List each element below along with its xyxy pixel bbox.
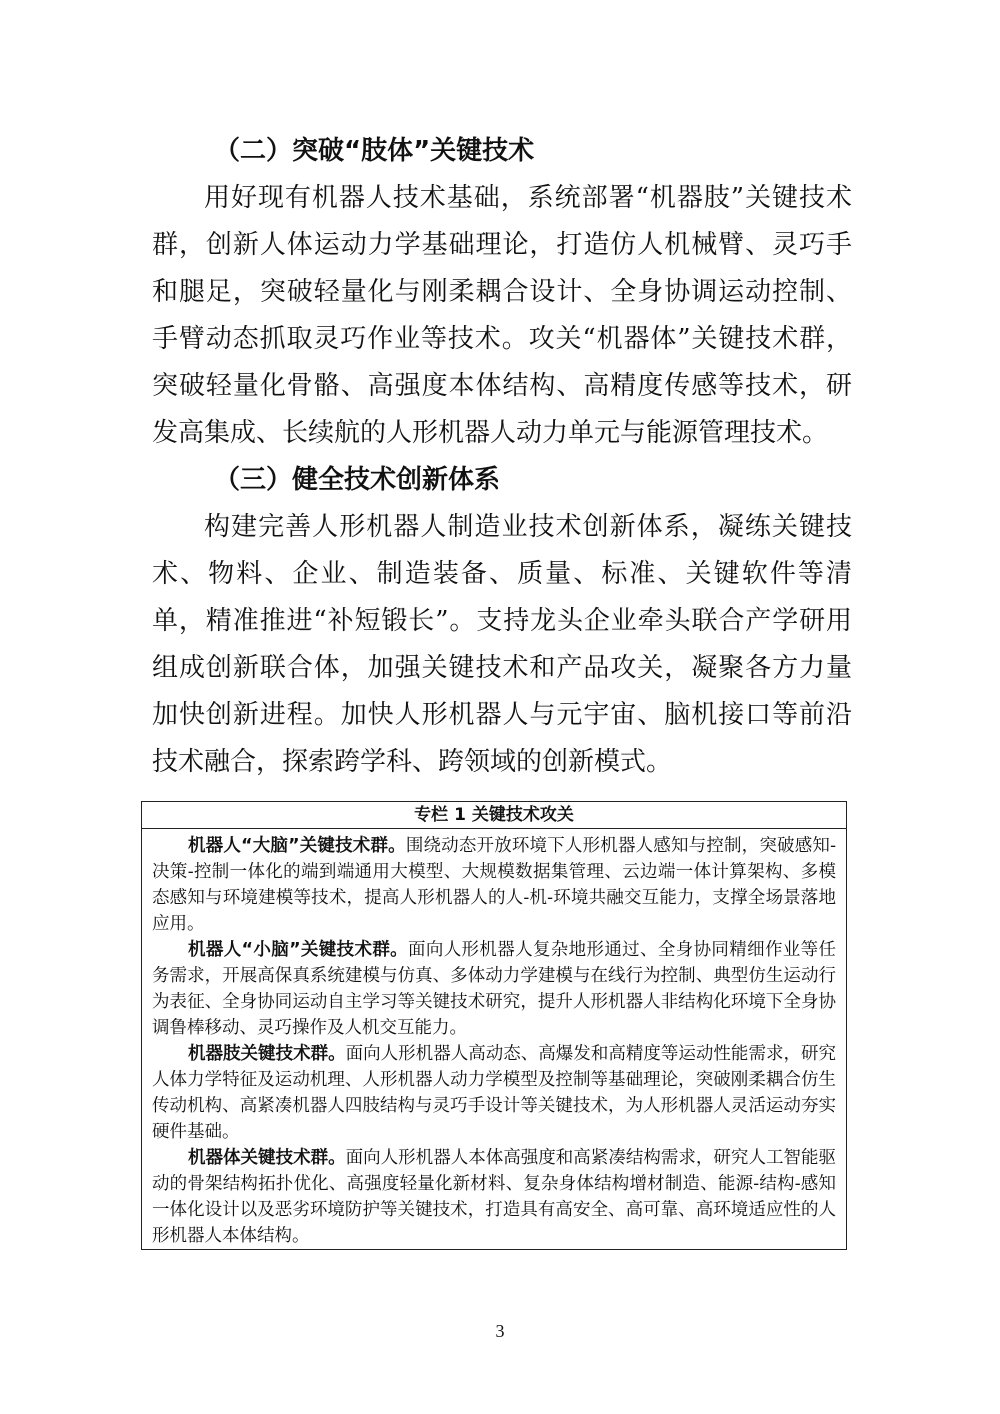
box-item-body bbox=[152, 1145, 836, 1249]
box-item-lead: 机器体关键技术群。 bbox=[188, 1148, 346, 1168]
box-item-text: 面向人形机器人本体高强度和高紧凑结构需求，研究人工智能驱动的骨架结构拓扑优化、高强度轻量化新材料、复杂身体结构增材制造、能源-结构-感知一体化设计以及恶劣环境防护等关键技术，打造具有高安全、高可靠、高环境适应性的人形机器人本体结构。 bbox=[152, 1148, 836, 1246]
box-item-brain bbox=[152, 833, 836, 937]
page-number: 3 bbox=[495, 1321, 505, 1341]
column-box-body bbox=[142, 829, 846, 1249]
section-heading-2: （二）突破“肢体”关键技术 bbox=[214, 136, 535, 166]
box-item-text: 围绕动态开放环境下人形机器人感知与控制，突破感知-决策-控制一体化的端到端通用大模型、大规模数据集管理、云边端一体计算架构、多模态感知与环境建模等技术，提高人形机器人的人-机-环境共融交互能力，支撑全场景落地应用。 bbox=[152, 836, 836, 934]
box-item-lead: 机器肢关键技术群。 bbox=[188, 1044, 346, 1064]
box-item-cerebellum bbox=[152, 937, 836, 1041]
box-item-text: 面向人形机器人复杂地形通过、全身协同精细作业等任务需求，开展高保真系统建模与仿真、多体动力学建模与在线行为控制、典型仿生运动行为表征、全身协同运动自主学习等关键技术研究，提升人形机器人非结构化环境下全身协调鲁棒移动、灵巧操作及人机交互能力。 bbox=[152, 940, 836, 1038]
column-box-title: 专栏 1 关键技术攻关 bbox=[142, 802, 846, 829]
column-box bbox=[141, 801, 847, 1250]
body-text bbox=[152, 128, 852, 786]
box-item-lead: 机器人“小脑”关键技术群。 bbox=[188, 940, 409, 960]
section-paragraph-2: 用好现有机器人技术基础，系统部署“机器肢”关键技术群，创新人体运动力学基础理论，打造仿人机械臂、灵巧手和腿足，突破轻量化与刚柔耦合设计、全身协调运动控制、手臂动态抓取灵巧作业等技术。攻关“机器体”关键技术群，突破轻量化骨骼、高强度本体结构、高精度传感等技术，研发高集成、长续航的人形机器人动力单元与能源管理技术。 bbox=[152, 183, 852, 448]
section-paragraph-3: 构建完善人形机器人制造业技术创新体系，凝练关键技术、物料、企业、制造装备、质量、标准、关键软件等清单，精准推进“补短锻长”。支持龙头企业牵头联合产学研用组成创新联合体，加强关键技术和产品攻关，凝聚各方力量加快创新进程。加快人形机器人与元宇宙、脑机接口等前沿技术融合，探索跨学科、跨领域的创新模式。 bbox=[152, 512, 852, 777]
box-item-text: 面向人形机器人高动态、高爆发和高精度等运动性能需求，研究人体力学特征及运动机理、人形机器人动力学模型及控制等基础理论，突破刚柔耦合仿生传动机构、高紧凑机器人四肢结构与灵巧手设计等关键技术，为人形机器人灵活运动夯实硬件基础。 bbox=[152, 1044, 836, 1142]
box-item-limbs bbox=[152, 1041, 836, 1145]
section-heading-3: （三）健全技术创新体系 bbox=[214, 465, 501, 495]
box-item-lead: 机器人“大脑”关键技术群。 bbox=[188, 836, 406, 856]
